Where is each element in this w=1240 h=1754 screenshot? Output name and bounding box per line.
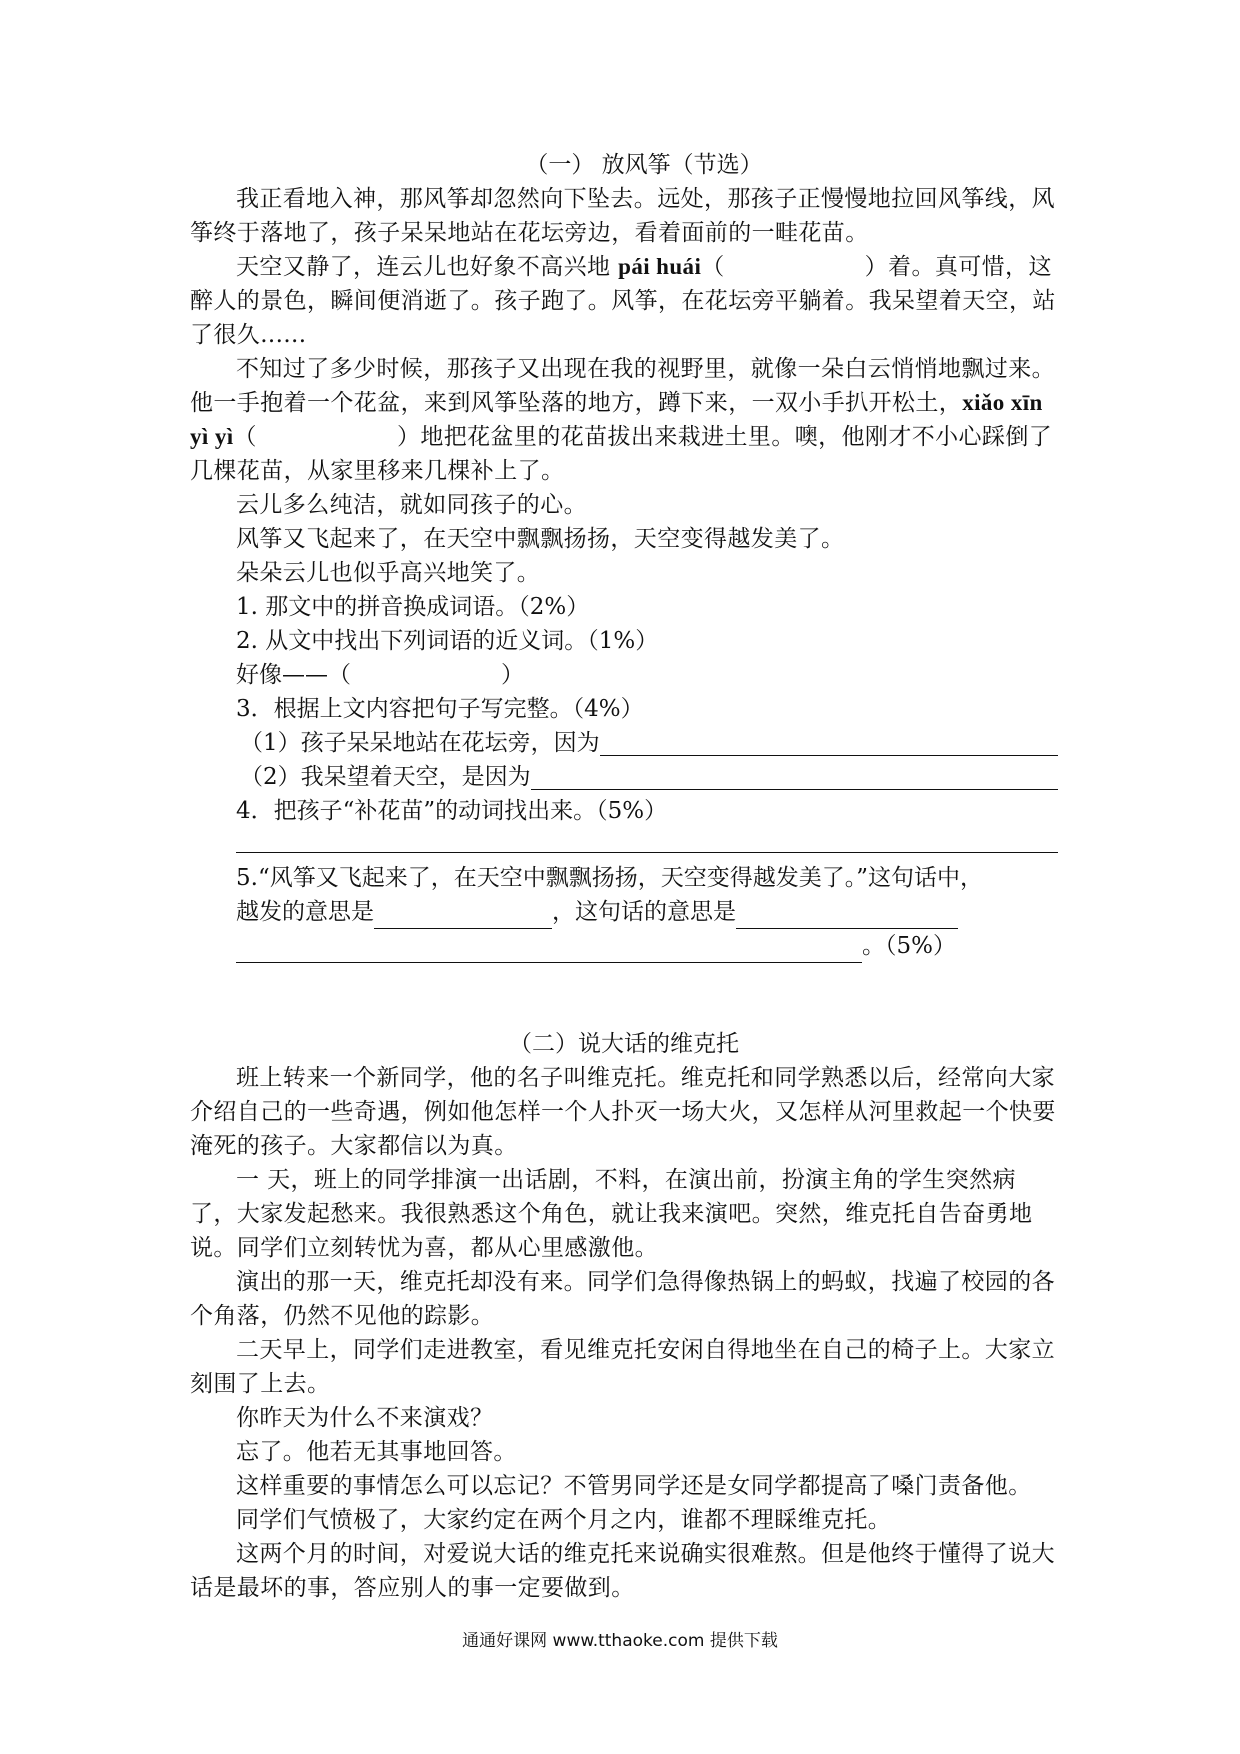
question-1: 1. 那文中的拼音换成词语。（2%） [236, 594, 590, 620]
section1-para5: 风筝又飞起来了，在天空中飘飘扬扬，天空变得越发美了。 [236, 526, 845, 552]
section1-para1: 我正看地入神，那风筝却忽然向下坠去。远处，那孩子正慢慢地拉回风筝线，风筝终于落地了，孩子呆呆地站在花坛旁边，看着面前的一畦花苗。 [190, 186, 1055, 246]
section1-para6: 朵朵云儿也似乎高兴地笑了。 [236, 560, 541, 586]
section2-para: 这样重要的事情怎么可以忘记？不管男同学还是女同学都提高了嗓门责备他。 [236, 1473, 1032, 1499]
section2-para: 班上转来一个新同学，他的名子叫维克托。维克托和同学熟悉以后，经常向大家介绍自己的一些奇遇，例如他怎样一个人扑灭一场大火，又怎样从河里救起一个快要淹死的孩子。大家都信以为真。 [190, 1065, 1056, 1159]
section2-para: 演出的那一天，维克托却没有来。同学们急得像热锅上的蚂蚁，找遍了校园的各个角落，仍然不见他的踪影。 [190, 1269, 1055, 1329]
pinyin-xiaoxinyiyi: xiǎo xīn yì yì [190, 390, 1043, 449]
section2-para: 同学们气愤极了，大家约定在两个月之内，谁都不理睬维克托。 [236, 1507, 892, 1533]
pinyin-paihuai: pái huái [618, 254, 702, 279]
section2-title: （二）说大话的维克托 [509, 1031, 739, 1057]
section2-para: 这两个月的时间，对爱说大话的维克托来说确实很难熬。但是他终于懂得了说大话是最坏的事，答应别人的事一定要做到。 [190, 1541, 1055, 1601]
document-page [190, 148, 1058, 1605]
section1-para3: 不知过了多少时候，那孩子又出现在我的视野里，就像一朵白云悄悄地飘过来。他一手抱着一个花盆，来到风筝坠落的地方，蹲下来，一双小手扒开松土，xiǎo xīn yì yì（ ）地把花盆里的花苗拔出来栽进土里。噢，他刚才不小心踩倒了几棵花苗，从家里移来几棵补上了。 [190, 356, 1055, 484]
section2-para: 二天早上，同学们走进教室，看见维克托安闲自得地坐在自己的椅子上。大家立刻围了上去。 [190, 1337, 1055, 1397]
answer-blank-5b[interactable] [736, 904, 958, 929]
question-5: 5.“风筝又飞起来了，在天空中飘飘扬扬，天空变得越发美了。”这句话中， [236, 865, 983, 891]
section1-para4: 云儿多么纯洁，就如同孩子的心。 [236, 492, 587, 518]
question-2-item: 好像——（ ） [236, 662, 524, 688]
answer-line-4[interactable] [236, 828, 1058, 853]
question-5-line3: 。（5%） [190, 929, 1058, 963]
section1-title: （一） 放风筝（节选） [525, 152, 763, 178]
answer-line-3-2[interactable] [531, 763, 1058, 790]
question-2: 2. 从文中找出下列词语的近义词。（1%） [236, 628, 659, 654]
question-3-1: （1）孩子呆呆地站在花坛旁，因为 [190, 726, 1058, 760]
question-3-2: （2）我呆望着天空，是因为 [190, 760, 1058, 794]
section2-para: 你昨天为什么不来演戏？ [236, 1405, 494, 1431]
question-4: 4．把孩子“补花苗”的动词找出来。（5%） [236, 798, 668, 824]
page-footer: 通通好课网 www.tthaoke.com 提供下载 [462, 1631, 778, 1651]
section2-para: 忘了。他若无其事地回答。 [236, 1439, 517, 1465]
answer-line-3-1[interactable] [600, 729, 1058, 756]
question-3: 3．根据上文内容把句子写完整。（4%） [236, 696, 644, 722]
section-gap [190, 963, 1058, 1027]
section1-para2: 天空又静了，连云儿也好象不高兴地 pái huái（ ）着。真可惜，这醉人的景色，瞬间便消逝了。孩子跑了。风筝，在花坛旁平躺着。我呆望着天空，站了很久...... [190, 254, 1056, 348]
answer-blank-5a[interactable] [374, 904, 552, 929]
answer-blank-5c[interactable] [236, 938, 862, 963]
section2-para: 一 天，班上的同学排演一出话剧，不料，在演出前，扮演主角的学生突然病了，大家发起愁来。我很熟悉这个角色，就让我来演吧。突然，维克托自告奋勇地说。同学们立刻转忧为喜，都从心里感激他。 [190, 1167, 1033, 1261]
question-5-line2: 越发的意思是 ，这句话的意思是 [190, 895, 1058, 929]
